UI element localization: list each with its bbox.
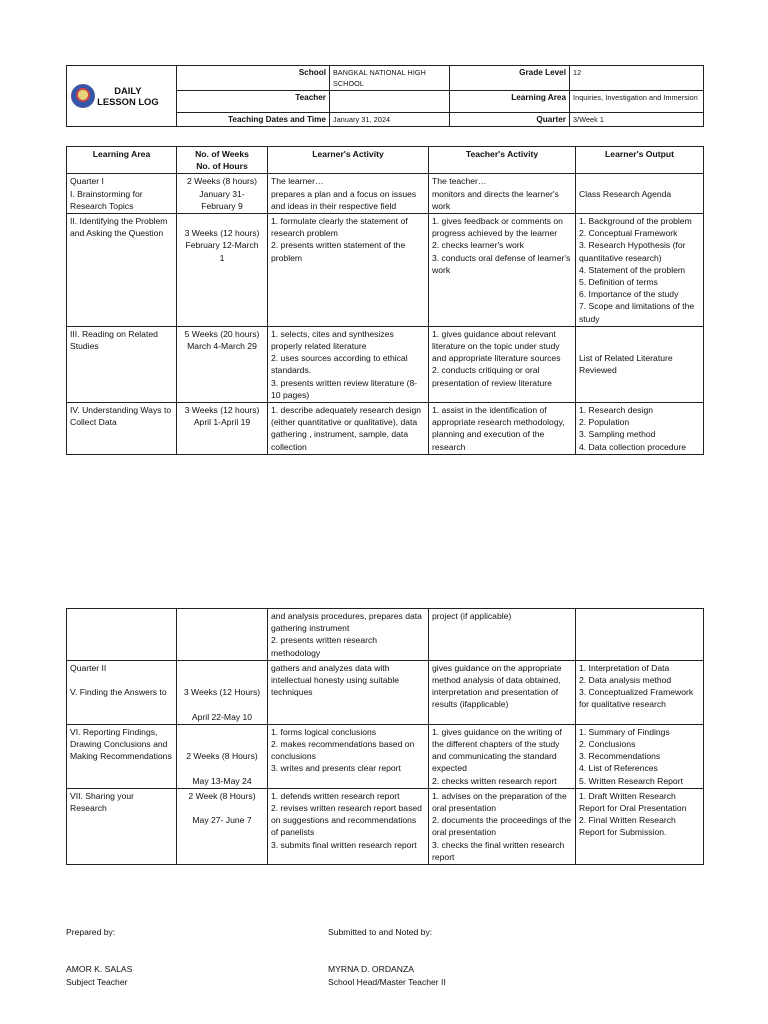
lesson-table-part-2 — [66, 608, 704, 865]
column-header-row — [67, 147, 704, 174]
duration-cell: 3 Weeks (12 Hours) April 22-May 10 — [177, 660, 268, 724]
learning-area-cell: VII. Sharing your Research — [67, 788, 177, 864]
col-header-weeks: No. of Weeks No. of Hours — [177, 147, 268, 174]
learner-output-cell: List of Related Literature Reviewed — [576, 326, 704, 402]
quarter-value: 3/Week 1 — [570, 113, 704, 127]
teacher-activity-cell: 1. assist in the identification of appropriate research methodology, planning and execution of the research — [429, 403, 576, 455]
dates-value: January 31, 2024 — [330, 113, 450, 127]
duration-cell: 2 Week (8 Hours) May 27- June 7 — [177, 788, 268, 864]
learner-output-cell: 1. Draft Written Research Report for Oral Presentation 2. Final Written Research Report for Submission. — [576, 788, 704, 864]
duration-cell — [177, 609, 268, 661]
header-title-cell — [67, 66, 177, 127]
header-table — [66, 65, 704, 127]
deped-seal-icon — [71, 84, 95, 108]
duration-cell: 2 Weeks (8 Hours) May 13-May 24 — [177, 724, 268, 788]
col-header-area: Learning Area — [67, 147, 177, 174]
teacher-activity-cell: 1. gives guidance on the writing of the different chapters of the study and communicating the standard expected 2. checks written research report — [429, 724, 576, 788]
learner-activity-cell: gathers and analyzes data with intellectual honesty using suitable techniques — [268, 660, 429, 724]
table-row — [67, 660, 704, 724]
teacher-value — [330, 91, 450, 113]
learner-output-cell: 1. Background of the problem 2. Conceptual Framework 3. Research Hypothesis (for quantitative research) 4. Statement of the problem 5. Definition of terms 6. Importance of the study 7. Scope and limitations of the study — [576, 214, 704, 327]
table-row — [67, 326, 704, 402]
learning-area-cell: IV. Understanding Ways to Collect Data — [67, 403, 177, 455]
noted-role: School Head/Master Teacher II — [328, 977, 446, 987]
teacher-activity-cell: 1. gives guidance about relevant literature on the topic under study and appropriate literature sources 2. conducts critiquing or oral presentation of review literature — [429, 326, 576, 402]
learning-area-cell: Quarter I I. Brainstorming for Research Topics — [67, 174, 177, 214]
grade-value: 12 — [570, 66, 704, 91]
page-title — [97, 85, 158, 108]
learning-area-cell — [67, 609, 177, 661]
teacher-activity-cell: 1. advises on the preparation of the oral presentation 2. documents the proceedings of the oral presentation 3. checks the final written research report — [429, 788, 576, 864]
learning-area-cell: Quarter II V. Finding the Answers to — [67, 660, 177, 724]
area-label: Learning Area — [450, 91, 570, 113]
title-line-1: DAILY — [114, 84, 142, 96]
duration-cell: 2 Weeks (8 hours) January 31- February 9 — [177, 174, 268, 214]
learner-output-cell: Class Research Agenda — [576, 174, 704, 214]
learner-activity-cell: 1. describe adequately research design (either quantitative or qualitative), data gathering , instrument, sample, data collection — [268, 403, 429, 455]
school-value: BANGKAL NATIONAL HIGH SCHOOL — [330, 66, 450, 91]
school-label: School — [177, 66, 330, 91]
grade-label: Grade Level — [450, 66, 570, 91]
table-row — [67, 609, 704, 661]
learner-output-cell — [576, 609, 704, 661]
table-row — [67, 174, 704, 214]
learner-output-cell: 1. Summary of Findings 2. Conclusions 3. Recommendations 4. List of References 5. Written Research Report — [576, 724, 704, 788]
quarter-label: Quarter — [450, 113, 570, 127]
learning-area-cell: VI. Reporting Findings, Drawing Conclusions and Making Recommendations — [67, 724, 177, 788]
prepared-role: Subject Teacher — [66, 977, 128, 987]
noted-label: Submitted to and Noted by: — [328, 927, 433, 937]
teacher-label: Teacher — [177, 91, 330, 113]
table-row — [67, 788, 704, 864]
duration-cell: 3 Weeks (12 hours) February 12-March 1 — [177, 214, 268, 327]
learning-area-cell: II. Identifying the Problem and Asking the Question — [67, 214, 177, 327]
learner-activity-cell: 1. selects, cites and synthesizes properly related literature 2. uses sources according to ethical standards. 3. presents written review literature (8-10 pages) — [268, 326, 429, 402]
learner-activity-cell: 1. defends written research report 2. revises written research report based on suggestions and recommendations of panelists 3. submits final written research report — [268, 788, 429, 864]
teacher-activity-cell: 1. gives feedback or comments on progress achieved by the learner 2. checks learner's work 3. conducts oral defense of learner's work — [429, 214, 576, 327]
col-header-learner: Learner's Activity — [268, 147, 429, 174]
learner-activity-cell: and analysis procedures, prepares data gathering instrument 2. presents written research methodology — [268, 609, 429, 661]
lesson-table-part-1 — [66, 146, 704, 455]
learner-activity-cell: The learner… prepares a plan and a focus on issues and ideas in their respective field — [268, 174, 429, 214]
title-line-2: LESSON LOG — [97, 96, 159, 107]
teacher-activity-cell: gives guidance on the appropriate method analysis of data obtained, interpretation and presentation of results (ifapplicable) — [429, 660, 576, 724]
prepared-name: AMOR K. SALAS — [66, 964, 133, 974]
duration-cell: 3 Weeks (12 hours) April 1-April 19 — [177, 403, 268, 455]
table-row — [67, 724, 704, 788]
learner-activity-cell: 1. formulate clearly the statement of research problem 2. presents written statement of the problem — [268, 214, 429, 327]
duration-cell: 5 Weeks (20 hours) March 4-March 29 — [177, 326, 268, 402]
learning-area-cell: III. Reading on Related Studies — [67, 326, 177, 402]
prepared-label: Prepared by: — [66, 927, 116, 937]
learner-activity-cell: 1. forms logical conclusions 2. makes recommendations based on conclusions 3. writes and presents clear report — [268, 724, 429, 788]
area-value: Inquiries, Investigation and Immersion — [570, 91, 704, 113]
col-header-teacher: Teacher's Activity — [429, 147, 576, 174]
col-header-output: Learner's Output — [576, 147, 704, 174]
table-row — [67, 214, 704, 327]
learner-output-cell: 1. Interpretation of Data 2. Data analysis method 3. Conceptualized Framework for qualitative research — [576, 660, 704, 724]
teacher-activity-cell: The teacher… monitors and directs the learner's work — [429, 174, 576, 214]
table-row — [67, 403, 704, 455]
dates-label: Teaching Dates and Time — [177, 113, 330, 127]
teacher-activity-cell: project (if applicable) — [429, 609, 576, 661]
noted-name: MYRNA D. ORDANZA — [328, 964, 414, 974]
learner-output-cell: 1. Research design 2. Population 3. Sampling method 4. Data collection procedure — [576, 403, 704, 455]
